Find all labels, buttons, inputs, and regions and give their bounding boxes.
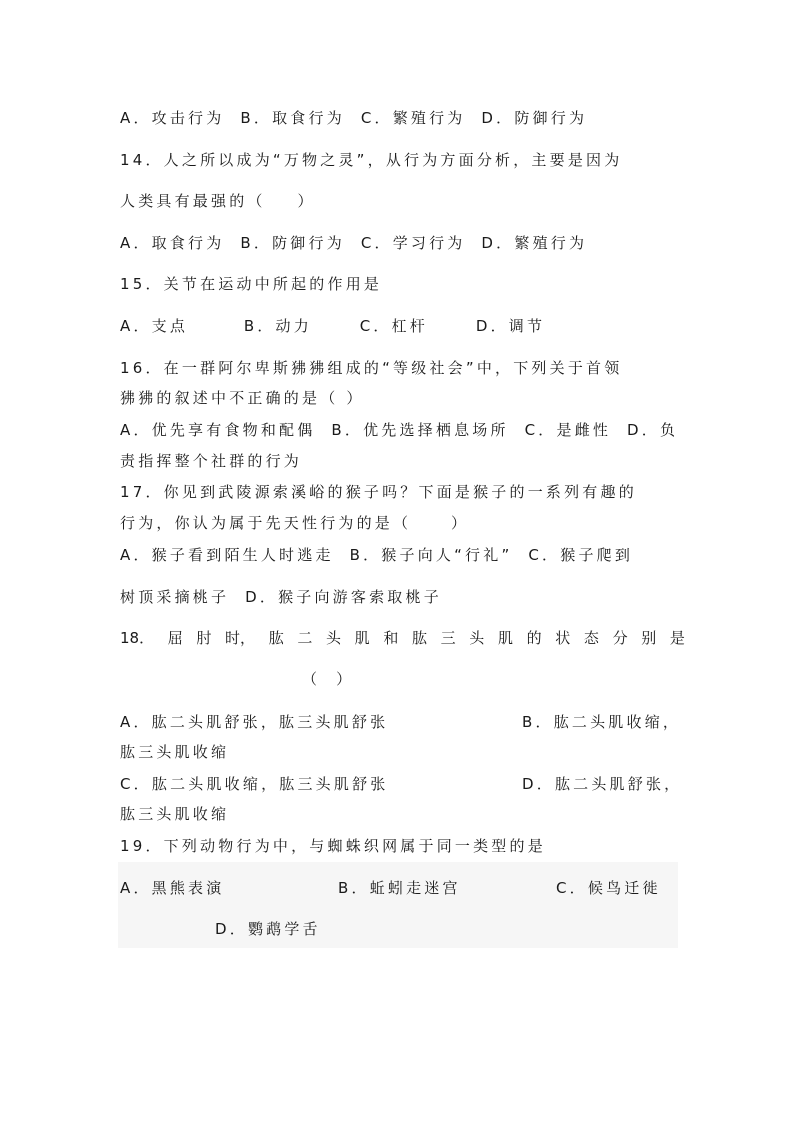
q18-char: 肌 <box>497 629 513 647</box>
q18-char: 态 <box>583 629 599 647</box>
q18-char: 分 <box>612 629 628 647</box>
q15-options: A．支点 B．动力 C．杠杆 D．调节 <box>120 317 546 335</box>
q18-char: 三 <box>440 629 456 647</box>
q19-options-shading <box>118 862 678 948</box>
q18-char: 肘 <box>196 629 212 647</box>
q13-options: A．攻击行为 B．取食行为 C．繁殖行为 D．防御行为 <box>120 109 588 127</box>
q19-option-d: D．鹦鹉学舌 <box>215 920 321 938</box>
q18-option-d: D．肱二头肌舒张， <box>522 775 683 793</box>
q14-stem-line2: 人类具有最强的（ ） <box>120 192 316 210</box>
q17-stem-line1: 17．你见到武陵源索溪峪的猴子吗？下面是猴子的一系列有趣的 <box>120 483 637 501</box>
q18-answer-blank: （ ） <box>302 670 355 688</box>
q19-stem: 19．下列动物行为中，与蜘蛛织网属于同一类型的是 <box>120 837 546 855</box>
q18-char: 二 <box>297 629 313 647</box>
q18-char: 肱 <box>268 629 284 647</box>
q18-option-d-cont: 肱三头肌收缩 <box>120 805 230 823</box>
q18-char: 头 <box>326 629 342 647</box>
q18-stem <box>120 628 685 648</box>
q18-option-b-cont: 肱三头肌收缩 <box>120 743 230 761</box>
q15-stem: 15．关节在运动中所起的作用是 <box>120 275 383 293</box>
q18-option-a: A．肱二头肌舒张，肱三头肌舒张 <box>120 713 389 731</box>
q19-option-c: C．候鸟迁徙 <box>556 879 661 897</box>
q17-stem-line2: 行为，你认为属于先天性行为的是（ ） <box>120 514 470 532</box>
q14-stem-line1: 14．人之所以成为“万物之灵”，从行为方面分析，主要是因为 <box>120 151 623 169</box>
q18-char: 的 <box>526 629 542 647</box>
q18-char: 肌 <box>354 629 370 647</box>
q18-char: 状 <box>555 629 571 647</box>
q19-option-b: B．蚯蚓走迷宫 <box>338 879 461 897</box>
q16-options-line2: 责指挥整个社群的行为 <box>120 452 303 470</box>
q18-number: 18． <box>120 629 155 647</box>
q18-option-b: B．肱二头肌收缩， <box>522 713 682 731</box>
q18-option-c: C．肱二头肌收缩，肱三头肌舒张 <box>120 775 389 793</box>
q14-options: A．取食行为 B．防御行为 C．学习行为 D．繁殖行为 <box>120 234 588 252</box>
q18-char: 肱 <box>411 629 427 647</box>
q19-option-a: A．黑熊表演 <box>120 879 225 897</box>
q18-char: 头 <box>469 629 485 647</box>
q18-char: 屈 <box>167 629 183 647</box>
q18-char: 是 <box>669 629 685 647</box>
q16-options-line1: A．优先享有食物和配偶 B．优先选择栖息场所 C．是雌性 D．负 <box>120 421 679 439</box>
q18-char: 时， <box>225 629 256 647</box>
q16-stem-line2: 狒狒的叙述中不正确的是（ ） <box>120 389 365 407</box>
q17-options-line2: 树顶采摘桃子 D．猴子向游客索取桃子 <box>120 588 442 606</box>
q16-stem-line1: 16．在一群阿尔卑斯狒狒组成的“等级社会”中，下列关于首领 <box>120 359 623 377</box>
q18-char: 和 <box>383 629 399 647</box>
q17-options-line1: A．猴子看到陌生人时逃走 B．猴子向人“行礼” C．猴子爬到 <box>120 546 634 564</box>
q18-char: 别 <box>641 629 657 647</box>
